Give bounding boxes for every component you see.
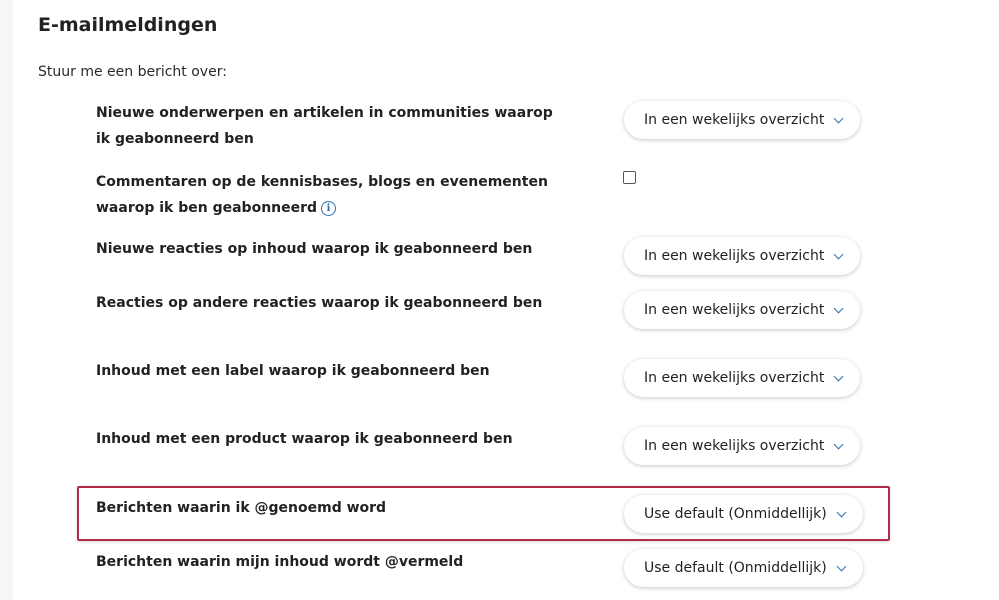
- frequency-select-label-content[interactable]: [624, 359, 860, 397]
- select-value: In een wekelijks overzicht: [644, 112, 825, 128]
- frequency-select-mentions[interactable]: [624, 495, 863, 533]
- row-label-label-content: Inhoud met een label waarop ik geabonneerd ben: [96, 363, 490, 379]
- row-label-new-topics: Nieuwe onderwerpen en artikelen in communities waarop ik geabonneerd ben: [96, 105, 553, 147]
- select-value: In een wekelijks overzicht: [644, 302, 825, 318]
- row-label-content-mentions: Berichten waarin mijn inhoud wordt @vermeld: [96, 554, 464, 570]
- section-title: E-mailmeldingen: [38, 14, 218, 36]
- chevron-down-icon: [834, 113, 844, 123]
- select-value: Use default (Onmiddellijk): [644, 560, 827, 576]
- frequency-select-new-replies[interactable]: [624, 237, 860, 275]
- select-value: Use default (Onmiddellijk): [644, 506, 827, 522]
- select-value: In een wekelijks overzicht: [644, 438, 825, 454]
- section-intro: Stuur me een bericht over:: [38, 64, 227, 80]
- chevron-down-icon: [834, 249, 844, 259]
- chevron-down-icon: [836, 561, 846, 571]
- chevron-down-icon: [834, 439, 844, 449]
- select-value: In een wekelijks overzicht: [644, 248, 825, 264]
- row-label-comments: Commentaren op de kennisbases, blogs en evenementen waarop ik ben geabonneerd i: [96, 174, 548, 216]
- frequency-select-new-topics[interactable]: [624, 101, 860, 139]
- frequency-select-reply-replies[interactable]: [624, 291, 860, 329]
- comments-checkbox[interactable]: [623, 171, 636, 184]
- row-label-mentions: Berichten waarin ik @genoemd word: [96, 500, 387, 516]
- chevron-down-icon: [836, 507, 846, 517]
- chevron-down-icon: [834, 303, 844, 313]
- frequency-select-product-content[interactable]: [624, 427, 860, 465]
- frequency-select-content-mentions[interactable]: [624, 549, 863, 587]
- row-label-new-replies: Nieuwe reacties op inhoud waarop ik geabonneerd ben: [96, 241, 533, 257]
- info-icon[interactable]: i: [321, 201, 336, 216]
- left-gutter: [0, 0, 13, 600]
- row-label-reply-replies: Reacties op andere reacties waarop ik geabonneerd ben: [96, 295, 543, 311]
- chevron-down-icon: [834, 371, 844, 381]
- row-label-product-content: Inhoud met een product waarop ik geabonneerd ben: [96, 431, 513, 447]
- select-value: In een wekelijks overzicht: [644, 370, 825, 386]
